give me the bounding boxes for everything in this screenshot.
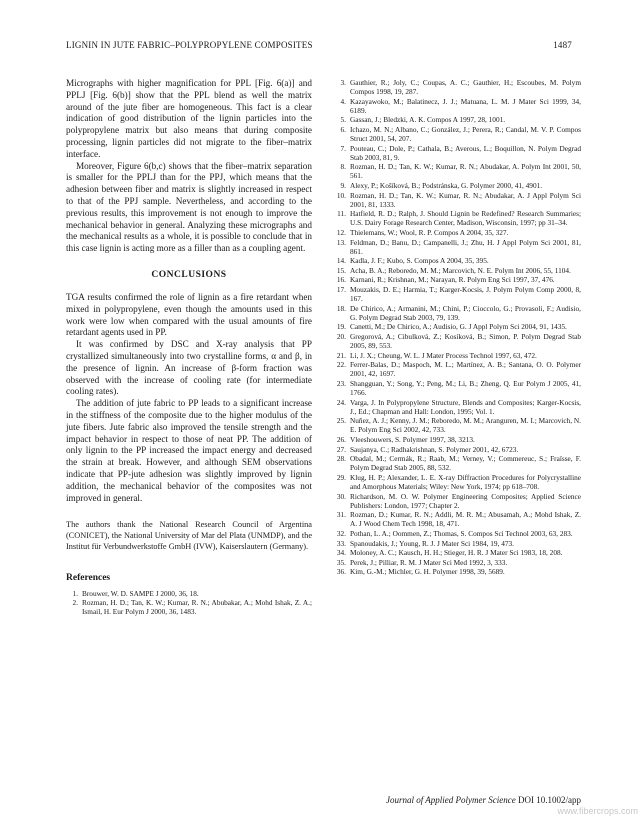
reference-number: 12. <box>336 228 346 237</box>
reference-text: Li, J. X.; Cheung, W. L. J Mater Process Technol 1997, 63, 472. <box>350 350 537 360</box>
reference-number: 18. <box>336 303 346 313</box>
reference-number: 7. <box>340 143 346 153</box>
reference-item <box>333 351 581 360</box>
doi: DOI 10.1002/app <box>518 795 581 805</box>
reference-item <box>333 548 581 557</box>
reference-number: 8. <box>340 162 346 172</box>
reference-item <box>333 473 581 491</box>
watermark: www.fibercrops.com <box>557 806 638 816</box>
reference-number: 29. <box>336 472 346 482</box>
reference-item <box>333 416 581 434</box>
reference-text: Pothan, L. A.; Oommen, Z.; Thomas, S. Compos Sci Technol 2003, 63, 283. <box>350 529 573 538</box>
reference-number: 9. <box>340 181 346 191</box>
reference-number: 3. <box>340 78 346 87</box>
reference-number: 26. <box>336 435 346 445</box>
reference-number: 35. <box>336 557 346 567</box>
page-number: 1487 <box>553 40 572 50</box>
reference-number: 10. <box>336 190 346 200</box>
reference-number: 33. <box>336 538 346 548</box>
page-footer <box>366 795 581 805</box>
reference-item <box>333 266 581 275</box>
reference-item <box>333 332 581 350</box>
reference-number: 24. <box>336 397 346 407</box>
conclusions-heading: CONCLUSIONS <box>151 269 227 280</box>
page-header <box>66 40 572 50</box>
reference-number: 6. <box>340 124 346 134</box>
reference-item <box>333 379 581 397</box>
reference-number: 5. <box>340 115 346 125</box>
reference-text: Brouwer, W. D. SAMPE J 2000, 36, 18. <box>82 588 199 598</box>
reference-item <box>333 454 581 472</box>
reference-item <box>333 115 581 124</box>
reference-text: Spanoudakis, J.; Young, R. J. J Mater Sci 1984, 19, 473. <box>350 538 514 548</box>
reference-text: Perek, J.; Pilliar, R. M. J Mater Sci Med 1992, 3, 333. <box>350 557 508 567</box>
reference-item <box>333 398 581 416</box>
reference-text: Nuñez, A. J.; Kenny, J. M.; Reboredo, M. M.; Aranguren, M. I.; Marcovich, N. E. Polym Eng Sci 2002, 42, 733. <box>350 416 581 435</box>
reference-item <box>333 144 581 162</box>
reference-number: 21. <box>336 350 346 360</box>
reference-item <box>333 209 581 227</box>
conclusion-paragraph: It was confirmed by DSC and X-ray analysis that PP crystallized simultaneously into two crystalline forms, α and β, in the presence of lignin. An increase of β-form fraction was observed with the increase of cooling rate (for intermediate cooling rates). <box>66 339 312 397</box>
reference-number: 23. <box>336 379 346 388</box>
reference-number: 22. <box>336 360 346 370</box>
right-column <box>333 78 581 577</box>
body-paragraph: Moreover, Figure 6(b,c) shows that the fiber–matrix separation is smaller for the PPLJ than for the PPJ, which means that the adhesion between fiber and matrix is slightly increased in respect to that of the PPJ sample. Nevertheless, and according to the previous results, this improvement is not enough to improve the mechanical behavior in general. Analyzing these micrographs and the mechanical results as a whole, it is possible to conclude that in this case lignin is acting more as a filler than as a coupling agent. <box>66 160 312 254</box>
reference-item <box>333 492 581 510</box>
reference-text: Alexy, P.; Košíková, B.; Podstránska, G. Polymer 2000, 41, 4901. <box>350 181 543 191</box>
reference-text: Kim, G.-M.; Michler, G. H. Polymer 1998, 39, 5689. <box>350 567 505 577</box>
reference-text: Rozman, H. D.; Tan, K. W.; Kumar, R. N.; Abudakar, A. J Appl Polym Sci 2001, 81, 1333. <box>350 190 581 209</box>
reference-text: Acha, B. A.; Reboredo, M. M.; Marcovich, N. E. Polym Int 2006, 55, 1104. <box>350 265 571 275</box>
reference-number: 32. <box>336 529 346 538</box>
reference-item <box>333 162 581 180</box>
reference-text: Gregorová, A.; Cibulková, Z.; Kosíková, B.; Simon, P. Polym Degrad Stab 2005, 89, 553. <box>350 332 581 351</box>
reference-number: 27. <box>336 444 346 454</box>
reference-item <box>333 275 581 284</box>
reference-text: Kadla, J. F.; Kubo, S. Compos A 2004, 35, 395. <box>350 256 489 266</box>
reference-text: Klug, H. P.; Alexander, L. E. X-ray Diffraction Procedures for Polycrystalline and Amorphous Materials; Wiley: New York, 1974; pp 618–708. <box>350 472 581 492</box>
reference-item <box>333 285 581 303</box>
references-list-left <box>66 589 312 617</box>
reference-item <box>333 539 581 548</box>
reference-text: De Chirico, A.; Armanini, M.; Chini, P.; Cioccolo, G.; Provasoli, F.; Audisio, G. Polym Degrad Stab 2003, 79, 139. <box>350 303 581 322</box>
reference-text: Rozman, H. D.; Tan, K. W.; Kumar, R. N.; Abubakar, A.; Mohd Ishak, Z. A.; Ismail, H. Eur Polym J 2000, 36, 1483. <box>82 598 312 617</box>
reference-number: 28. <box>336 454 346 464</box>
reference-number: 13. <box>336 237 346 247</box>
reference-item <box>66 598 312 616</box>
reference-item <box>333 97 581 115</box>
reference-text: Ferrer-Balas, D.; Maspoch, M. L.; Martínez, A. B.; Santana, O. O. Polymer 2001, 42, 1697. <box>350 360 581 379</box>
reference-text: Moloney, A. C.; Kausch, H. H.; Stieger, H. R. J Mater Sci 1983, 18, 208. <box>350 548 563 558</box>
reference-text: Saujanya, C.; Radhakrishnan, S. Polymer 2001, 42, 6723. <box>350 444 519 454</box>
reference-number: 25. <box>336 416 346 426</box>
reference-number: 19. <box>336 322 346 332</box>
references-heading: References <box>66 572 111 583</box>
reference-number: 34. <box>336 548 346 558</box>
references-list-right <box>333 78 581 576</box>
reference-text: Vleeshouwers, S. Polymer 1997, 38, 3213. <box>350 435 475 445</box>
left-column <box>66 78 312 617</box>
conclusion-paragraph: TGA results confirmed the role of lignin as a fire retardant when mixed in polypropylene, even though the amounts used in this work were low when compared with the usual amounts of fire retardant agents used in PP. <box>66 291 312 338</box>
journal-name: Journal of Applied Polymer Science <box>385 795 516 805</box>
reference-item <box>333 529 581 538</box>
reference-number: 17. <box>336 285 346 295</box>
reference-item <box>333 567 581 576</box>
reference-item <box>333 78 581 96</box>
reference-text: Shangguan, Y.; Song, Y.; Peng, M.; Li, B.; Zheng, Q. Eur Polym J 2005, 41, 1766. <box>350 379 581 398</box>
reference-text: Gauthier, R.; Joly, C.; Coupas, A. C.; Gauthier, H.; Escoubes, M. Polym Compos 1998, 19, 287. <box>350 78 581 97</box>
reference-text: Pouteau, C.; Dole, P.; Cathala, B.; Averous, L.; Boquillon, N. Polym Degrad Stab 2003, 81, 9. <box>350 143 581 162</box>
reference-item <box>333 558 581 567</box>
reference-item <box>333 256 581 265</box>
reference-text: Obadal, M.; Cermák, R.; Raab, M.; Verney, V.; Commereuc, S.; Fraïsse, F. Polym Degrad Stab 2005, 88, 532. <box>350 454 581 473</box>
acknowledgment: The authors thank the National Research Council of Argentina (CONICET), the National University of Mar del Plata (UNMDP), and the Institut für Verbundwerkstoffe GmbH (IVW), Kaiserslautern (Germany). <box>66 520 312 551</box>
reference-number: 15. <box>336 265 346 275</box>
reference-item <box>333 445 581 454</box>
reference-item <box>66 589 312 598</box>
reference-text: Rozman, H. D.; Tan, K. W.; Kumar, R. N.; Abudakar, A. Polym Int 2001, 50, 561. <box>350 162 581 181</box>
reference-text: Thielemans, W.; Wool, R. P. Compos A 2004, 35, 327. <box>350 228 509 237</box>
reference-text: Kazayawoko, M.; Balatinecz, J. J.; Matuana, L. M. J Mater Sci 1999, 34, 6189. <box>350 96 581 115</box>
reference-text: Richardson, M. O. W. Polymer Engineering Composites; Applied Science Publishers: London, 1977; Chapter 2. <box>350 491 581 510</box>
reference-text: Rozman, D.; Kumar, R. N.; Addli, M. R. M.; Abusamah, A.; Mohd Ishak, Z. A. J Wood Chem Tech 1998, 18, 471. <box>350 510 581 529</box>
conclusion-paragraph: The addition of jute fabric to PP leads to a significant increase in the stiffness of the composite due to the higher modulus of the jute fibers. Jute fabric also improved the tensile strength and the impact behavior in respect to those of neat PP. The addition of only lignin to the PP increased the impact energy and decreased the strain at break. However, and although SEM observations indicate that PP-jute adhesion was slightly improved by lignin addition, the mechanical behavior of the composites was not improved in general. <box>66 398 312 503</box>
reference-text: Hatfield, R. D.; Ralph, J. Should Lignin be Redefined? Research Summaries; U.S. Dairy Forage Research Center, Madison, Wisconsin, 1997; pp 31–34. <box>350 209 581 228</box>
running-title: LIGNIN IN JUTE FABRIC–POLYPROPYLENE COMPOSITES <box>66 40 313 50</box>
reference-number: 16. <box>336 275 346 285</box>
reference-item <box>333 125 581 143</box>
reference-item <box>333 181 581 190</box>
body-paragraph: Micrographs with higher magnification for PPL [Fig. 6(a)] and PPLJ [Fig. 6(b)] show that the PPL blend as well the matrix around of the jute fiber are homogeneous. This fact is a clear indication of good distribution of the lignin particles into the polypropylene matrix but also means that during composite processing, lignin particles did not migrate to the fiber–matrix interface. <box>66 78 312 159</box>
reference-item <box>333 435 581 444</box>
reference-text: Varga, J. In Polypropylene Structure, Blends and Composites; Karger-Kocsis, J., Ed.; Chapman and Hall: London, 1995; Vol. 1. <box>350 397 581 416</box>
reference-number: 30. <box>336 491 346 501</box>
reference-number: 14. <box>336 256 346 266</box>
reference-item <box>333 510 581 528</box>
reference-text: Ichazo, M. N.; Albano, C.; González, J.; Perera, R.; Candal, M. V. P. Compos Struct 2001, 54, 207. <box>350 124 581 144</box>
reference-item <box>333 191 581 209</box>
reference-item <box>333 322 581 331</box>
reference-item <box>333 360 581 378</box>
reference-number: 1. <box>72 588 78 598</box>
reference-item <box>333 304 581 322</box>
reference-number: 2. <box>72 598 78 608</box>
reference-item <box>333 228 581 237</box>
reference-text: Canetti, M.; De Chirico, A.; Audisio, G. J Appl Polym Sci 2004, 91, 1435. <box>350 322 567 332</box>
reference-number: 4. <box>340 96 346 106</box>
reference-text: Feldman, D.; Banu, D.; Campanelli, J.; Zhu, H. J Appl Polym Sci 2001, 81, 861. <box>350 237 581 256</box>
reference-number: 11. <box>337 209 346 219</box>
reference-text: Gassan, J.; Bledzki, A. K. Compos A 1997, 28, 1001. <box>350 115 506 125</box>
reference-number: 31. <box>336 510 346 520</box>
reference-number: 20. <box>336 332 346 342</box>
reference-text: Karnani, R.; Krishnan, M.; Narayan, R. Polym Eng Sci 1997, 37, 476. <box>350 275 555 285</box>
reference-item <box>333 238 581 256</box>
reference-number: 36. <box>336 567 346 577</box>
reference-text: Mouzakis, D. E.; Harmia, T.; Karger-Kocsis, J. Polym Polym Comp 2000, 8, 167. <box>350 285 581 304</box>
